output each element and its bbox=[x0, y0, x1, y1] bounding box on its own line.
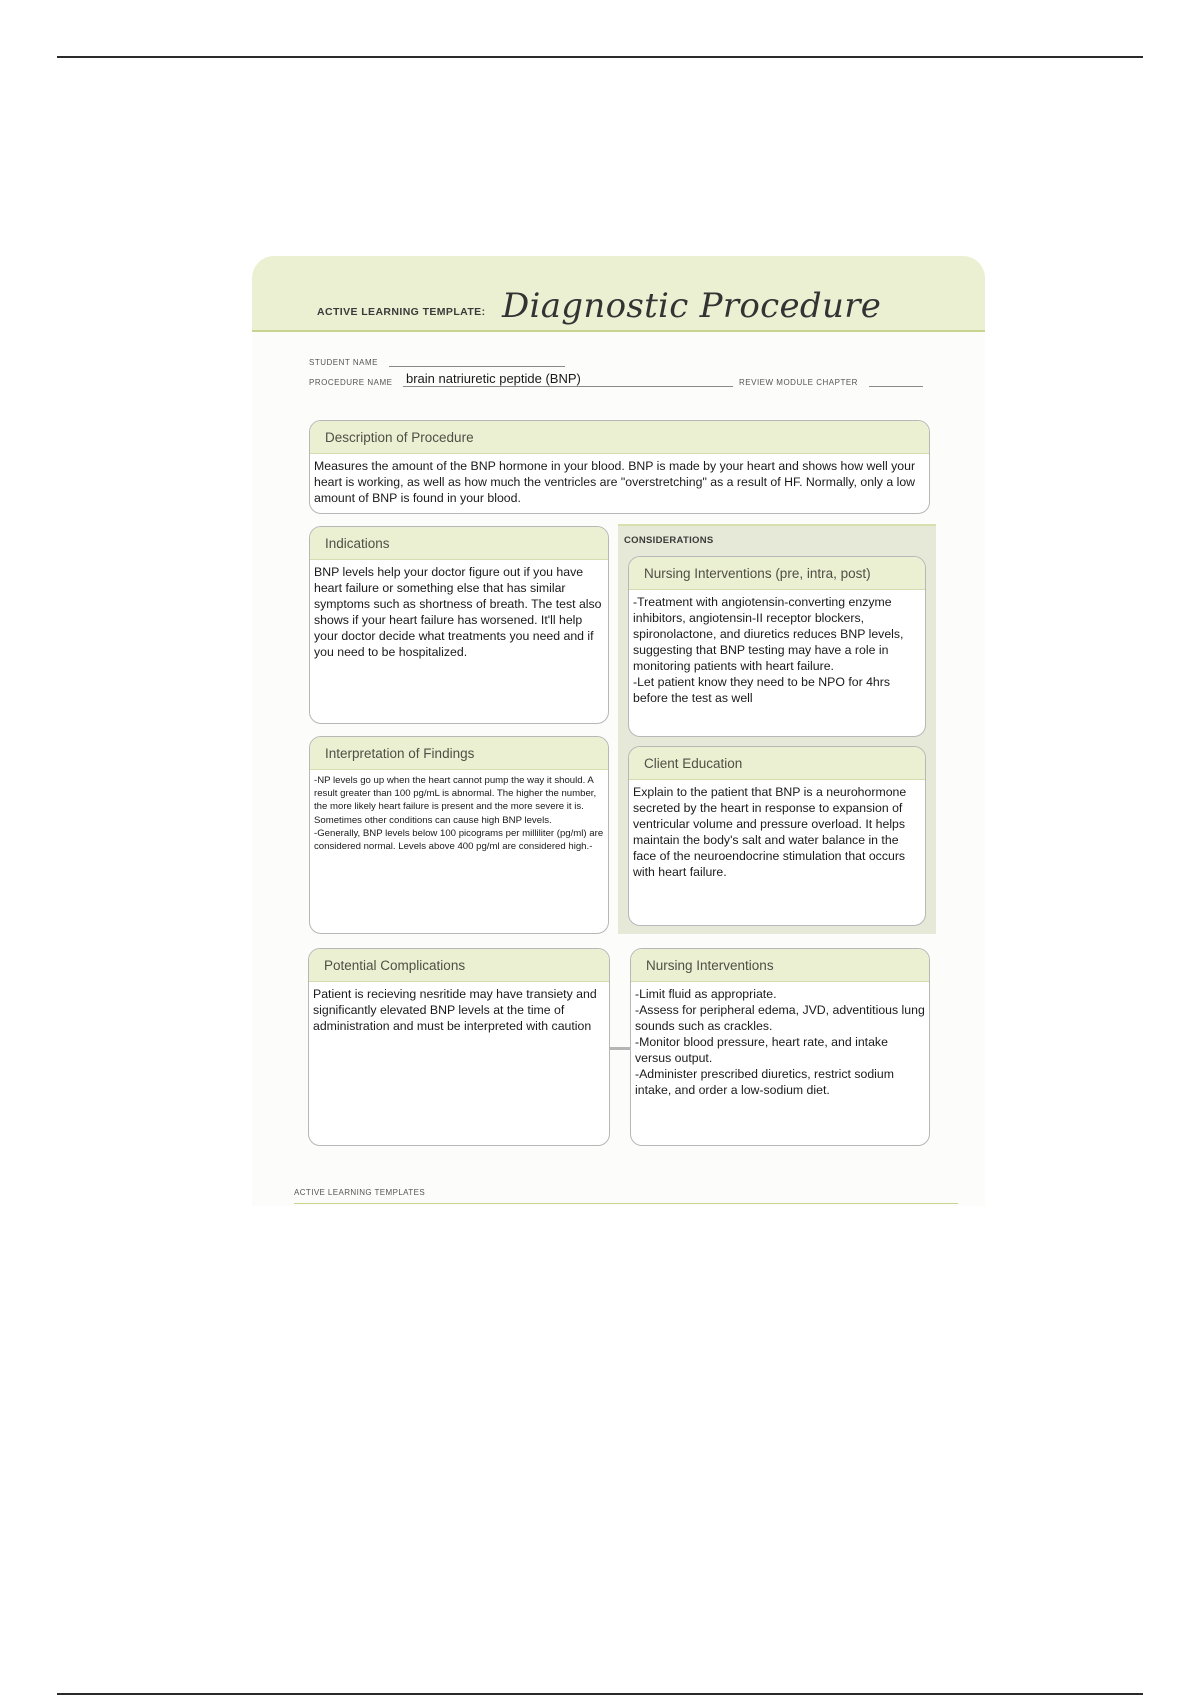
complications-title: Potential Complications bbox=[309, 949, 609, 982]
procedure-name-label: PROCEDURE NAME bbox=[309, 378, 393, 387]
template-kicker: ACTIVE LEARNING TEMPLATE: bbox=[317, 306, 486, 318]
nursing-interventions-box bbox=[630, 948, 930, 1146]
page-top-rule bbox=[57, 56, 1143, 58]
interpretation-title: Interpretation of Findings bbox=[310, 737, 608, 770]
nursing-interventions-title: Nursing Interventions bbox=[631, 949, 929, 982]
template-sheet bbox=[252, 256, 985, 1206]
nursing-interventions-pre-text: -Treatment with angiotensin-converting enzyme inhibitors, angiotensin-II receptor blockers, spironolactone, and diuretics reduces BNP levels, suggesting that BNP testing may have a role in monitoring patients with heart failure. -Let patient know they need to be NPO for 4hrs before the test as well bbox=[633, 595, 904, 705]
indications-text: BNP levels help your doctor figure out if you have heart failure or something else that has similar symptoms such as shortness of breath. The test also shows if your heart failure has worsened. It'll help your doctor decide what treatments you need and if you need to be hospitalized. bbox=[314, 565, 602, 659]
description-title: Description of Procedure bbox=[310, 421, 929, 454]
template-title: Diagnostic Procedure bbox=[502, 286, 882, 326]
nursing-interventions-pre-box bbox=[628, 556, 926, 737]
considerations-panel bbox=[618, 524, 936, 934]
client-education-title: Client Education bbox=[629, 747, 925, 780]
student-name-field[interactable] bbox=[389, 366, 565, 367]
footer-label: ACTIVE LEARNING TEMPLATES bbox=[294, 1188, 426, 1197]
review-module-label: REVIEW MODULE CHAPTER bbox=[739, 378, 858, 387]
review-module-field[interactable] bbox=[869, 386, 923, 387]
client-education-text: Explain to the patient that BNP is a neurohormone secreted by the heart in response to expansion of ventricular volume and pressure overload. It helps maintain the body's salt and water balance in the face of the neuroendocrine stimulation that occurs with heart failure. bbox=[633, 785, 907, 879]
procedure-name-value: brain natriuretic peptide (BNP) bbox=[406, 371, 581, 386]
nursing-interventions-text: -Limit fluid as appropriate. -Assess for peripheral edema, JVD, adventitious lung sounds such as crackles. -Monitor blood pressure, heart rate, and intake versus output. -Administer prescribed diuretics, restrict sodium intake, and order a low-sodium diet. bbox=[635, 987, 925, 1097]
footer-rule bbox=[294, 1203, 958, 1204]
complications-box bbox=[308, 948, 610, 1146]
description-text: Measures the amount of the BNP hormone in your blood. BNP is made by your heart and shows how well your heart is working, as well as how much the ventricles are "overstretching" as a result of HF. Normally, only a low amount of BNP is found in your blood. bbox=[314, 459, 916, 505]
procedure-name-field[interactable] bbox=[403, 386, 733, 387]
template-header bbox=[252, 256, 985, 332]
client-education-box bbox=[628, 746, 926, 926]
page-bottom-rule bbox=[57, 1693, 1143, 1695]
student-name-label: STUDENT NAME bbox=[309, 358, 378, 367]
indications-title: Indications bbox=[310, 527, 608, 560]
complications-text: Patient is recieving nesritide may have transiety and significantly elevated BNP levels at the time of administration and must be interpreted with caution bbox=[313, 987, 597, 1033]
nursing-interventions-pre-title: Nursing Interventions (pre, intra, post) bbox=[629, 557, 925, 590]
interpretation-text: -NP levels go up when the heart cannot pump the way it should. A result greater than 100 pg/mL is abnormal. The higher the number, the more likely heart failure is present and the more severe it is. Sometimes other conditions can cause high BNP levels. -Generally, BNP levels below 100 picograms per milliliter (pg/ml) are considered normal. Levels above 400 pg/ml are considered high.- bbox=[314, 775, 604, 853]
description-box bbox=[309, 420, 930, 514]
interpretation-box bbox=[309, 736, 609, 934]
indications-box bbox=[309, 526, 609, 724]
considerations-label: CONSIDERATIONS bbox=[624, 535, 714, 546]
